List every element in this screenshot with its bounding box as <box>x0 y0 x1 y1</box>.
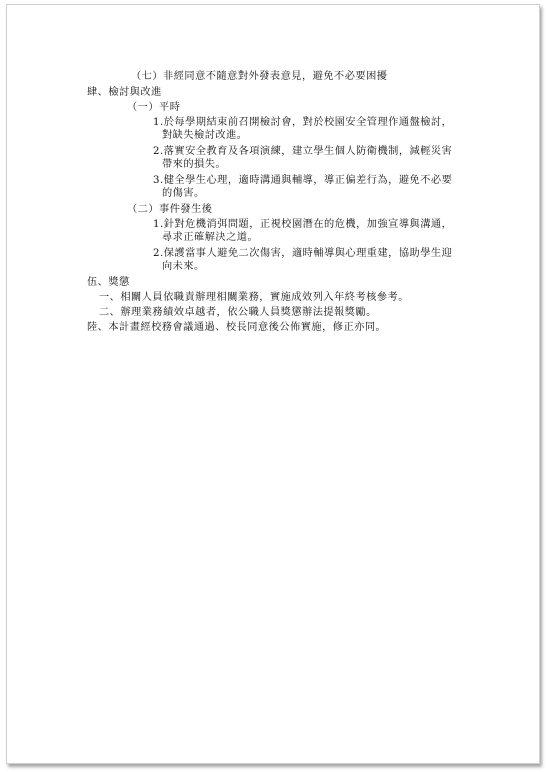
sub1-item-1-line-1: 1.於每學期結束前召開檢討會，對於校園安全管理作通盤檢討， <box>153 117 453 128</box>
sub2-item-1-line-1: 1.針對危機消弭問題，正視校園潛在的危機，加強宣導與溝通， <box>153 219 453 230</box>
subsection-1-heading: （一）平時 <box>127 102 181 113</box>
subsection-2-heading: （二）事件發生後 <box>127 204 213 215</box>
sub2-item-2-line-1: 2.保護當事人避免二次傷害，適時輔導與心理重建，協助學生迎 <box>153 248 453 259</box>
item-7-text: （七）非經同意不隨意對外發表意見，避免不必要困擾 <box>131 71 388 82</box>
document-page <box>6 4 540 764</box>
sub1-item-2-line-1: 2.落實安全教育及各項演練，建立學生個人防衛機制，減輕災害 <box>153 146 453 157</box>
section-4-heading: 肆、檢討與改進 <box>87 87 162 98</box>
section-5-item-1: 一、相關人員依職責辦理相關業務，實施成效列入年終考核參考。 <box>99 292 409 303</box>
sub1-item-1-line-2: 對缺失檢討改進。 <box>162 130 248 141</box>
sub1-item-3-line-2: 的傷害。 <box>162 188 205 199</box>
sub2-item-2-line-2: 向未來。 <box>162 261 205 272</box>
sub2-item-1-line-2: 尋求正確解決之道。 <box>162 232 259 243</box>
sub1-item-3-line-1: 3.健全學生心理，適時溝通與輔導，導正偏差行為，避免不必要 <box>153 175 453 186</box>
section-5-heading: 伍、獎懲 <box>87 277 130 288</box>
sub1-item-2-line-2: 帶來的損失。 <box>162 159 227 170</box>
section-5-item-2: 二、辦理業務績效卓越者，依公職人員獎懲辦法提報獎勵。 <box>99 307 377 318</box>
section-6-text: 陸、本計畫經校務會議通過、校長同意後公佈實施，修正亦同。 <box>87 322 387 333</box>
